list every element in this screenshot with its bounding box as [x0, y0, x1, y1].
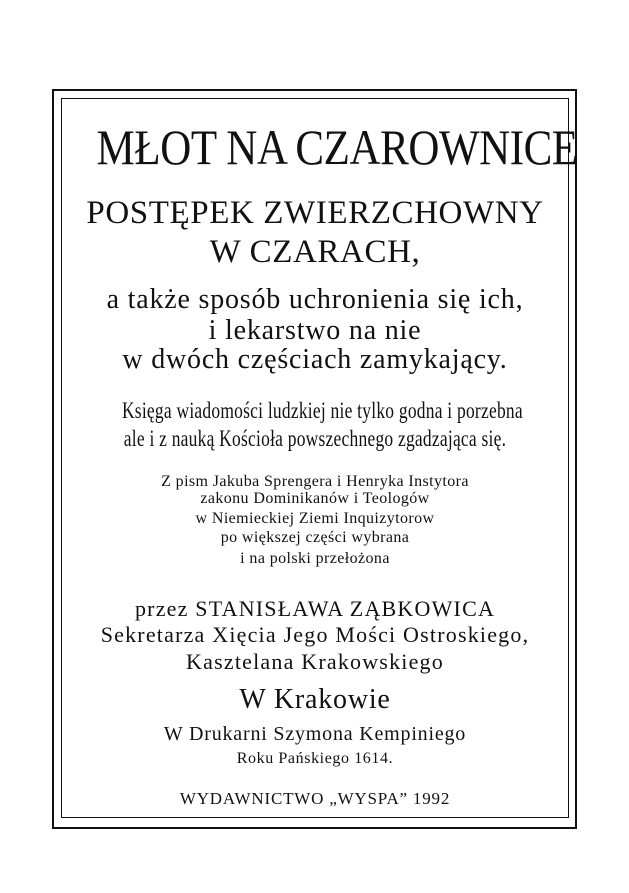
publisher-line: WYDAWNICTWO „WYSPA” 1992: [179, 789, 451, 808]
statement-line-1: Księga wiadomości ludzkiej nie tylko godna i porzebna: [121, 398, 523, 423]
book-title: MŁOT NA CZAROWNICE: [96, 119, 578, 175]
subtitle-line-1: POSTĘPEK ZWIERZCHOWNY: [86, 195, 544, 231]
translator-line-3: Kasztelana Krakowskiego: [186, 649, 444, 674]
description-line-2: i lekarstwo na nie: [208, 315, 422, 346]
translator-line-1: przez STANISŁAWA ZĄBKOWICA: [134, 596, 496, 621]
source-line-2: zakonu Dominikanów i Teologów: [200, 490, 430, 507]
description-line-3: w dwóch częściach zamykający.: [122, 344, 508, 375]
subtitle-line-2: W CZARACH,: [209, 234, 421, 270]
imprint-city: W Krakowie: [239, 684, 391, 715]
imprint-printer: W Drukarni Szymona Kempiniego: [163, 723, 467, 745]
statement-line-2: ale i z nauką Kościoła powszechnego zgadzająca się.: [123, 426, 507, 451]
translator-line-2: Sekretarza Xięcia Jego Mości Ostroskiego,: [100, 622, 530, 647]
source-line-4: po większej części wybrana: [220, 529, 410, 546]
source-line-5: i na polski przełożona: [240, 550, 390, 567]
source-line-1: Z pism Jakuba Sprengera i Henryka Instytora: [161, 473, 469, 490]
description-line-1: a także sposób uchronienia się ich,: [106, 284, 524, 315]
source-line-3: w Niemieckiej Ziemi Inquizytorow: [195, 510, 435, 527]
imprint-year: Roku Pańskiego 1614.: [236, 750, 394, 767]
